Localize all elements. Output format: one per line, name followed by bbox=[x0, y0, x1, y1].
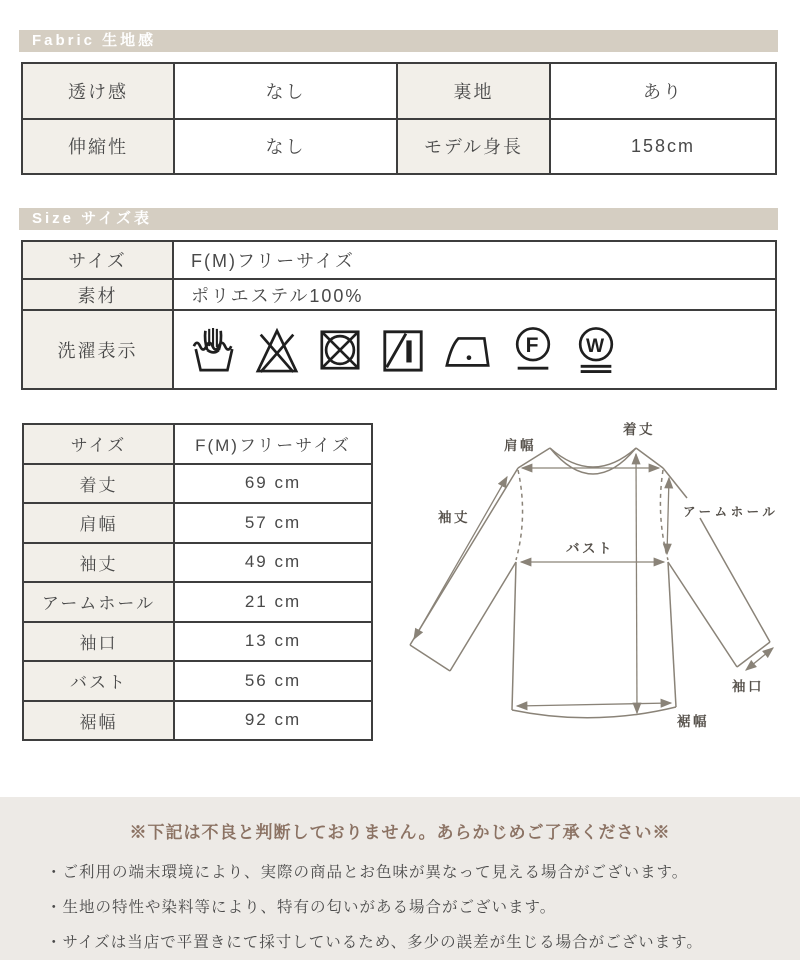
measure-row-label: 袖口 bbox=[24, 623, 173, 661]
garment-measurement-diagram bbox=[400, 413, 800, 763]
diagram-label-bust: バスト bbox=[566, 541, 614, 556]
measure-row-label: アームホール bbox=[24, 583, 173, 621]
do-not-tumble-dry-icon bbox=[317, 325, 363, 375]
hang-dry-in-shade-icon bbox=[380, 325, 426, 375]
do-not-bleach-icon bbox=[254, 325, 300, 375]
svg-text:W: W bbox=[586, 335, 606, 357]
measurement-table bbox=[22, 423, 373, 741]
diagram-label-cuff: 袖口 bbox=[732, 679, 764, 694]
svg-text:F: F bbox=[525, 333, 541, 357]
measure-row-value: 57 cm bbox=[175, 504, 371, 542]
material-value: ポリエステル100% bbox=[174, 280, 775, 309]
size-spec-value: F(M)フリーサイズ bbox=[174, 242, 775, 278]
notice-title: ※下記は不良と判断しておりません。あらかじめご了承ください※ bbox=[129, 823, 671, 842]
size-spec-table bbox=[21, 240, 777, 390]
care-label: 洗濯表示 bbox=[23, 311, 172, 388]
fabric-row-value: 158cm bbox=[551, 120, 775, 174]
notice-box bbox=[0, 797, 800, 960]
measure-row-value: 21 cm bbox=[175, 583, 371, 621]
measure-header-label: サイズ bbox=[24, 425, 173, 463]
diagram-label-shoulder: 肩幅 bbox=[504, 438, 536, 453]
fabric-row-label: 透け感 bbox=[23, 64, 173, 118]
fabric-row-value: なし bbox=[175, 120, 396, 174]
measure-row-label: バスト bbox=[24, 662, 173, 700]
fabric-table bbox=[21, 62, 777, 175]
iron-low-heat-icon bbox=[443, 325, 493, 375]
notice-item: ・ご利用の端末環境により、実際の商品とお色味が異なって見える場合がございます。 bbox=[46, 864, 689, 881]
fabric-section-header: Fabric 生地感 bbox=[19, 30, 778, 52]
fabric-row-label: モデル身長 bbox=[398, 120, 549, 174]
measure-row-value: 56 cm bbox=[175, 662, 371, 700]
garment-outline bbox=[410, 448, 770, 718]
measure-row-label: 着丈 bbox=[24, 465, 173, 503]
size-section-header: Size サイズ表 bbox=[19, 208, 778, 230]
diagram-label-hem: 裾幅 bbox=[677, 714, 709, 729]
hand-wash-icon bbox=[191, 325, 237, 375]
size-spec-label: サイズ bbox=[23, 242, 172, 278]
measure-row-label: 裾幅 bbox=[24, 702, 173, 740]
dry-clean-F-icon bbox=[510, 324, 556, 376]
measure-header-value: F(M)フリーサイズ bbox=[175, 425, 371, 463]
measure-row-value: 92 cm bbox=[175, 702, 371, 740]
measure-row-value: 49 cm bbox=[175, 544, 371, 582]
measurement-arrows bbox=[414, 454, 773, 713]
fabric-row-value: あり bbox=[551, 64, 775, 118]
notice-item: ・サイズは当店で平置きにて採寸しているため、多少の誤差が生じる場合がございます。 bbox=[46, 934, 703, 951]
diagram-label-sleeve: 袖丈 bbox=[438, 510, 470, 525]
notice-item: ・生地の特性や染料等により、特有の匂いがある場合がございます。 bbox=[46, 899, 557, 916]
measure-row-value: 69 cm bbox=[175, 465, 371, 503]
diagram-label-length: 着丈 bbox=[623, 422, 655, 437]
measure-row-label: 肩幅 bbox=[24, 504, 173, 542]
material-label: 素材 bbox=[23, 280, 172, 309]
care-symbols-row bbox=[174, 311, 775, 388]
measure-row-label: 袖丈 bbox=[24, 544, 173, 582]
measure-row-value: 13 cm bbox=[175, 623, 371, 661]
wet-clean-W-icon bbox=[573, 324, 619, 376]
diagram-label-armhole: アームホール bbox=[683, 505, 779, 519]
fabric-row-label: 裏地 bbox=[398, 64, 549, 118]
fabric-row-label: 伸縮性 bbox=[23, 120, 173, 174]
fabric-row-value: なし bbox=[175, 64, 396, 118]
